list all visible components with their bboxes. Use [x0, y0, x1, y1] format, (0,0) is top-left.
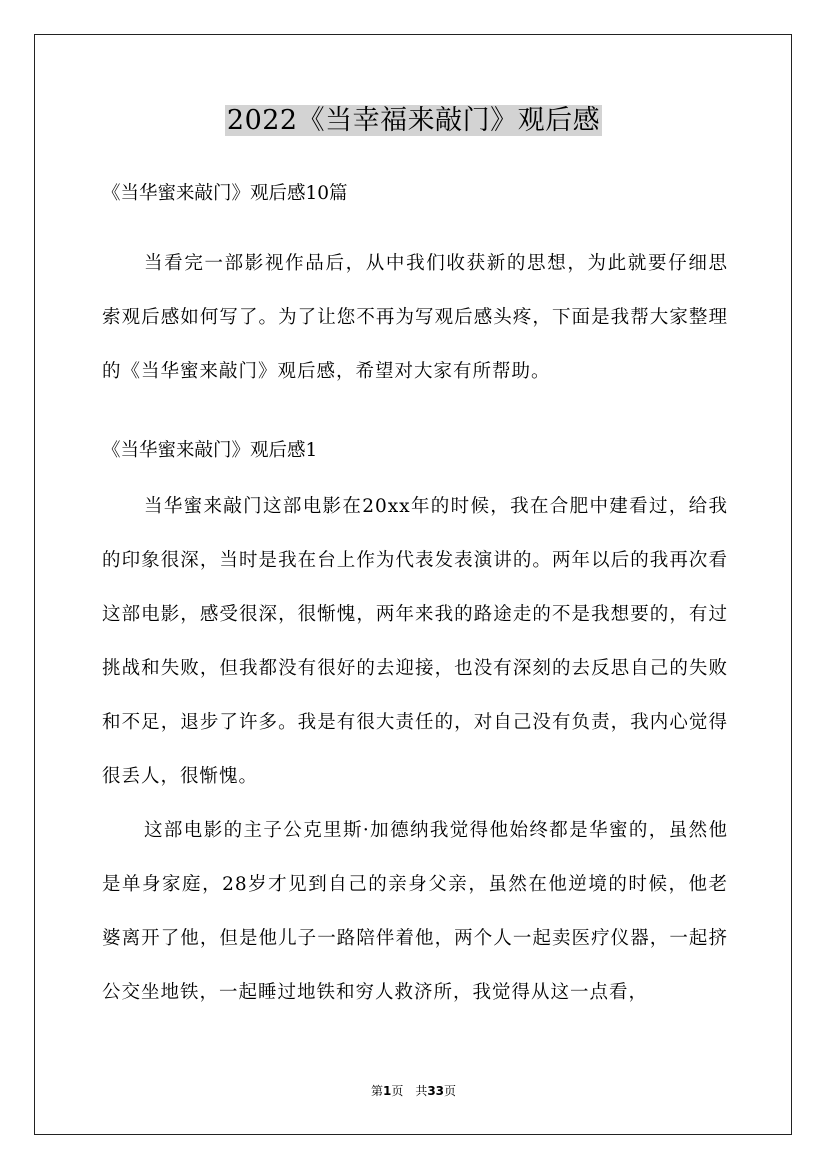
section1-heading: 《当华蜜来敲门》观后感1 — [102, 440, 318, 461]
footer-mid: 页 共 — [391, 1084, 428, 1098]
section-spacer — [102, 399, 728, 429]
intro-paragraph: 当看完一部影视作品后，从中我们收获新的思想，为此就要仔细思索观后感如何写了。为了让您不再为写观后感头疼，下面是我帮大家整理的《当华蜜来敲门》观后感，希望对大家有所帮助。 — [102, 253, 728, 382]
document-title-text: 2022《当幸福来敲门》观后感 — [226, 105, 601, 136]
main-heading: 《当华蜜来敲门》观后感10篇 — [102, 183, 348, 204]
section1-paragraph-1: 当华蜜来敲门这部电影在20xx年的时候，我在合肥中建看过，给我的印象很深，当时是我在台上作为代表发表演讲的。两年以后的我再次看这部电影，感受很深，很惭愧，两年来我的路途走的不是我想要的，有过挑战和失败，但我都没有很好的去迎接，也没有深刻的去反思自己的失败和不足，退步了许多。我是有很大责任的，对自己没有负责，我内心觉得很丢人，很惭愧。 — [102, 496, 728, 787]
footer-prefix: 第 — [370, 1084, 383, 1098]
document-body — [102, 172, 728, 1020]
footer-page-current: 1 — [382, 1084, 392, 1098]
section1-paragraph-2: 这部电影的主子公克里斯·加德纳我觉得他始终都是华蜜的，虽然他是单身家庭，28岁才见到自己的亲身父亲，虽然在他逆境的时候，他老婆离开了他，但是他儿子一路陪伴着他，两个人一起卖医疗仪器，一起挤公交坐地铁，一起睡过地铁和穷人救济所，我觉得从这一点看， — [102, 820, 728, 1003]
document-title — [0, 98, 827, 144]
footer-suffix: 页 — [444, 1084, 457, 1098]
footer-page-total: 33 — [427, 1084, 445, 1098]
page-footer — [0, 1083, 827, 1099]
